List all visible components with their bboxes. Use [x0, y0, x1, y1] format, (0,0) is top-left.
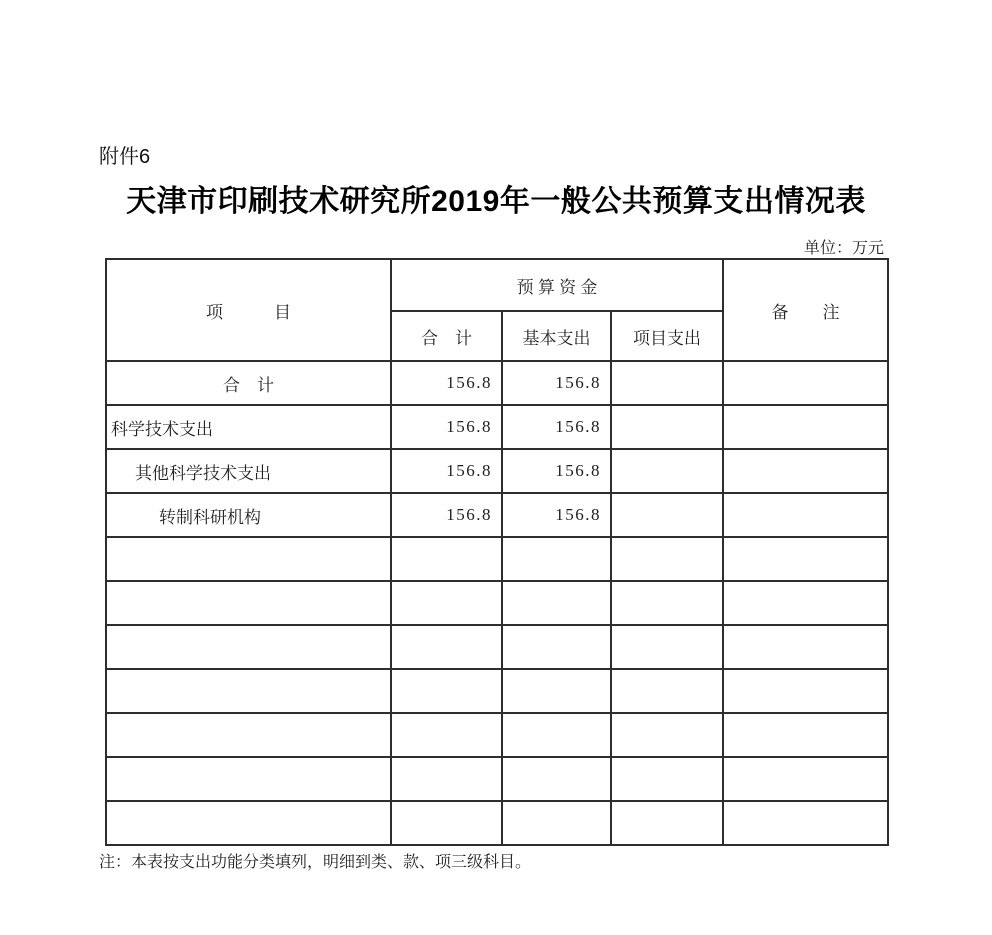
- basic-cell: 156.8: [502, 493, 611, 537]
- remark-cell: [723, 449, 888, 493]
- basic-cell: [502, 581, 611, 625]
- total-cell: 156.8: [391, 493, 502, 537]
- table-row: [106, 713, 888, 757]
- item-cell: 合 计: [106, 361, 391, 405]
- item-cell: 其他科学技术支出: [106, 449, 391, 493]
- remark-cell: [723, 405, 888, 449]
- table-row: [106, 625, 888, 669]
- total-cell: [391, 757, 502, 801]
- basic-cell: [502, 669, 611, 713]
- basic-cell: 156.8: [502, 449, 611, 493]
- item-cell: 转制科研机构: [106, 493, 391, 537]
- header-item: 项 目: [106, 259, 391, 361]
- table-row: [106, 669, 888, 713]
- total-cell: [391, 669, 502, 713]
- item-cell: 科学技术支出: [106, 405, 391, 449]
- basic-cell: [502, 537, 611, 581]
- header-total: 合 计: [391, 311, 502, 361]
- header-basic: 基本支出: [502, 311, 611, 361]
- total-cell: [391, 713, 502, 757]
- header-row-1: [106, 259, 888, 311]
- total-cell: 156.8: [391, 405, 502, 449]
- table-row: [106, 801, 888, 845]
- project-cell: [611, 625, 723, 669]
- remark-cell: [723, 669, 888, 713]
- total-cell: [391, 581, 502, 625]
- project-cell: [611, 713, 723, 757]
- remark-cell: [723, 581, 888, 625]
- remark-cell: [723, 625, 888, 669]
- basic-cell: [502, 713, 611, 757]
- item-cell: [106, 581, 391, 625]
- table-row: [106, 537, 888, 581]
- remark-cell: [723, 361, 888, 405]
- project-cell: [611, 669, 723, 713]
- header-remark: 备 注: [723, 259, 888, 361]
- total-cell: [391, 625, 502, 669]
- item-cell: [106, 537, 391, 581]
- remark-cell: [723, 801, 888, 845]
- total-cell: [391, 537, 502, 581]
- project-cell: [611, 537, 723, 581]
- table-row: [106, 449, 888, 493]
- basic-cell: 156.8: [502, 361, 611, 405]
- remark-cell: [723, 493, 888, 537]
- table-body: [106, 361, 888, 845]
- table-row: [106, 493, 888, 537]
- budget-table: [105, 258, 889, 846]
- table-row: [106, 581, 888, 625]
- remark-cell: [723, 537, 888, 581]
- item-cell: [106, 757, 391, 801]
- table-row: [106, 757, 888, 801]
- basic-cell: 156.8: [502, 405, 611, 449]
- header-project: 项目支出: [611, 311, 723, 361]
- total-cell: 156.8: [391, 449, 502, 493]
- item-cell: [106, 801, 391, 845]
- remark-cell: [723, 757, 888, 801]
- project-cell: [611, 801, 723, 845]
- total-cell: 156.8: [391, 361, 502, 405]
- table-note: 注：本表按支出功能分类填列，明细到类、款、项三级科目。: [99, 854, 532, 871]
- table-row: [106, 361, 888, 405]
- remark-cell: [723, 713, 888, 757]
- total-cell: [391, 801, 502, 845]
- header-budget-group: 预 算 资 金: [391, 259, 723, 311]
- page-title: 天津市印刷技术研究所2019年一般公共预算支出情况表: [126, 185, 866, 218]
- item-cell: [106, 625, 391, 669]
- unit-label: 单位：万元: [803, 240, 884, 257]
- project-cell: [611, 493, 723, 537]
- basic-cell: [502, 625, 611, 669]
- project-cell: [611, 405, 723, 449]
- attachment-label: 附件6: [99, 146, 151, 168]
- basic-cell: [502, 801, 611, 845]
- project-cell: [611, 449, 723, 493]
- project-cell: [611, 757, 723, 801]
- item-cell: [106, 669, 391, 713]
- project-cell: [611, 581, 723, 625]
- project-cell: [611, 361, 723, 405]
- item-cell: [106, 713, 391, 757]
- table-row: [106, 405, 888, 449]
- basic-cell: [502, 757, 611, 801]
- table-header: [106, 259, 888, 361]
